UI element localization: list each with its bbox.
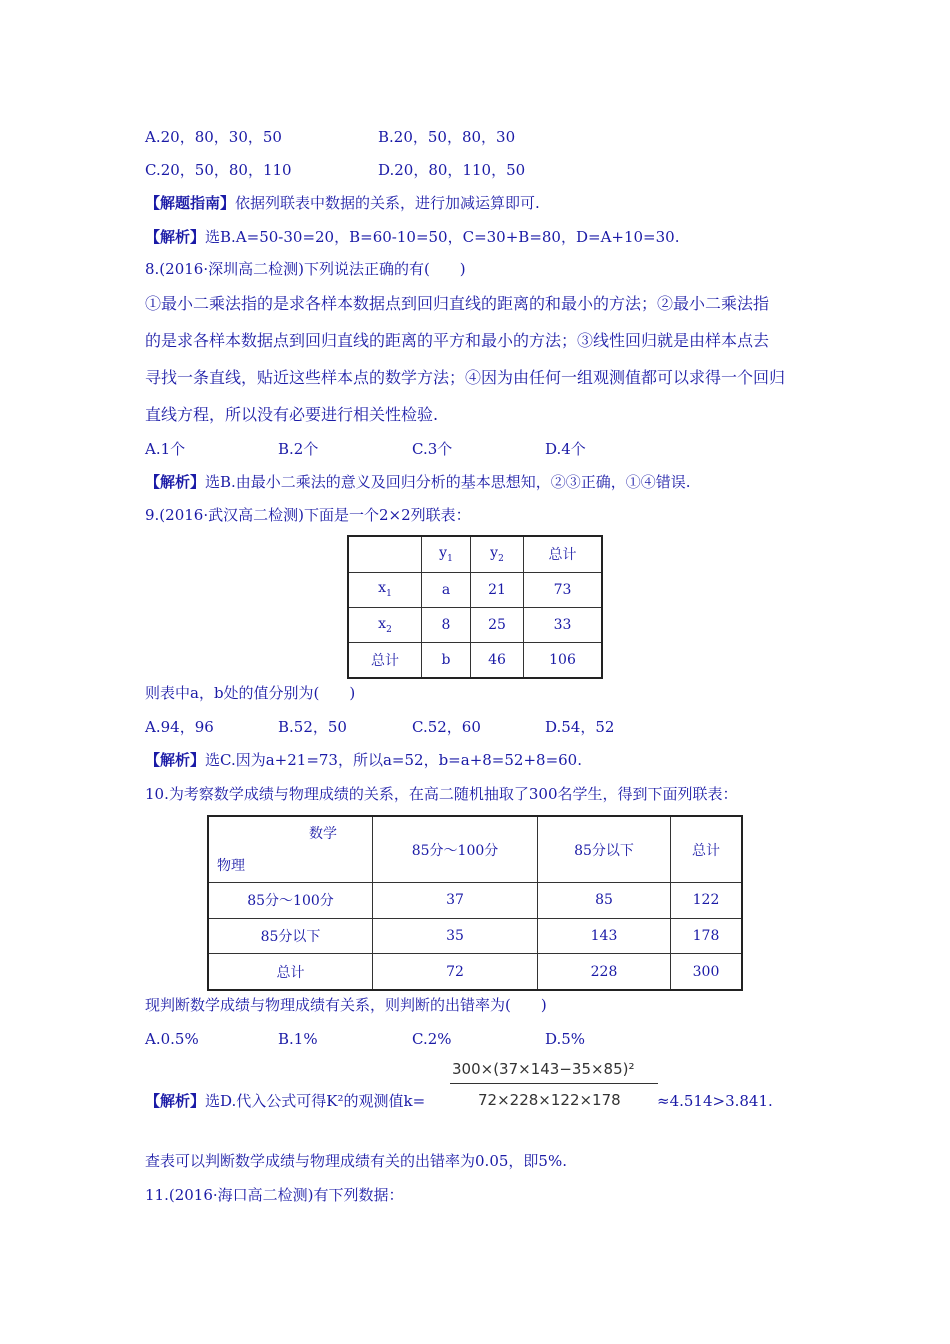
q7-option-a: A.20，80，30，50 bbox=[145, 128, 282, 146]
q8-option-c: C.3个 bbox=[412, 440, 453, 458]
contingency-table-2x2 bbox=[347, 535, 603, 679]
answer-tag: 【解析】 bbox=[145, 1092, 206, 1110]
contingency-table-scores bbox=[207, 815, 743, 991]
q9-option-d: D.54，52 bbox=[545, 718, 615, 736]
q9-option-a: A.94，96 bbox=[145, 718, 214, 736]
q8-line-4: 直线方程，所以没有必要进行相关性检验. bbox=[145, 405, 439, 424]
q8-line-1: ①最小二乘法指的是求各样本数据点到回归直线的距离的和最小的方法；②最小二乘法指 bbox=[145, 294, 770, 313]
q10-answer bbox=[145, 1091, 425, 1111]
q8-answer bbox=[145, 472, 691, 492]
table-cell: 21 bbox=[471, 572, 524, 607]
answer-tag: 【解析】 bbox=[145, 751, 206, 769]
corner-bottom-label: 物理 bbox=[217, 858, 245, 874]
row-label-x1: $x_1$ bbox=[348, 572, 422, 607]
q8-line-3: 寻找一条直线，贴近这些样本点的数学方法；④因为由任何一组观测值都可以求得一个回归 bbox=[145, 368, 786, 387]
q8-line-2: 的是求各样本数据点到回归直线的距离的平方和最小的方法；③线性回归就是由样本点去 bbox=[145, 331, 770, 350]
q9-option-c: C.52，60 bbox=[412, 718, 481, 736]
q7-answer bbox=[145, 227, 679, 247]
header-total: 总计 bbox=[524, 536, 603, 572]
q10-stem: 10.为考察数学成绩与物理成绩的关系，在高二随机抽取了300名学生，得到下面列联表： bbox=[145, 785, 738, 803]
table-cell: 37 bbox=[373, 883, 538, 918]
answer-text: 选B.A=50-30=20，B=60-10=50，C=30+B=80，D=A+10=30. bbox=[205, 228, 680, 246]
table-cell: 228 bbox=[538, 954, 671, 990]
row-label-total: 总计 bbox=[348, 643, 422, 678]
table-corner bbox=[348, 536, 422, 572]
table-cell: 106 bbox=[524, 643, 603, 678]
q9-option-b: B.52，50 bbox=[278, 718, 347, 736]
table-cell: 8 bbox=[422, 607, 471, 642]
q7-option-c: C.20，50，80，110 bbox=[145, 161, 292, 179]
table-cell: 85 bbox=[538, 883, 671, 918]
table-cell: 25 bbox=[471, 607, 524, 642]
fraction-bar bbox=[450, 1083, 658, 1084]
q10-option-a: A.0.5% bbox=[145, 1030, 199, 1048]
header-total: 总计 bbox=[671, 816, 743, 883]
answer-text: 选C.因为a+21=73，所以a=52，b=a+8=52+8=60. bbox=[205, 751, 582, 769]
q10-answer-tail: ≈4.514>3.841. bbox=[657, 1092, 773, 1110]
q10-question: 现判断数学成绩与物理成绩有关系，则判断的出错率为( ) bbox=[145, 996, 547, 1014]
guide-text: 依据列联表中数据的关系，进行加减运算即可. bbox=[235, 194, 540, 212]
answer-text: 选D.代入公式可得K²的观测值k= bbox=[205, 1092, 426, 1110]
q11-stem: 11.(2016·海口高二检测)有下列数据： bbox=[145, 1186, 404, 1204]
answer-tag: 【解析】 bbox=[145, 473, 206, 491]
row-label: 总计 bbox=[208, 954, 373, 990]
formula-denominator: 72×228×122×178 bbox=[478, 1091, 621, 1109]
header-y2: $y_2$ bbox=[471, 536, 524, 572]
q8-option-a: A.1个 bbox=[145, 440, 186, 458]
table-cell: 33 bbox=[524, 607, 603, 642]
table-cell: 122 bbox=[671, 883, 743, 918]
q10-option-d: D.5% bbox=[545, 1030, 586, 1048]
answer-tag: 【解析】 bbox=[145, 228, 206, 246]
q9-question: 则表中a，b处的值分别为( ) bbox=[145, 684, 356, 702]
header-low: 85分以下 bbox=[538, 816, 671, 883]
table-cell: b bbox=[422, 643, 471, 678]
table-cell: 72 bbox=[373, 954, 538, 990]
table-corner bbox=[208, 816, 373, 883]
table-cell: 300 bbox=[671, 954, 743, 990]
q10-conclusion: 查表可以判断数学成绩与物理成绩有关的出错率为0.05，即5%. bbox=[145, 1152, 567, 1170]
answer-text: 选B.由最小二乘法的意义及回归分析的基本思想知，②③正确，①④错误. bbox=[205, 473, 691, 491]
q10-option-b: B.1% bbox=[278, 1030, 318, 1048]
table-cell: 35 bbox=[373, 918, 538, 953]
guide-tag: 【解题指南】 bbox=[145, 194, 236, 212]
header-high: 85分～100分 bbox=[373, 816, 538, 883]
table-cell: 46 bbox=[471, 643, 524, 678]
table-cell: 143 bbox=[538, 918, 671, 953]
q8-option-b: B.2个 bbox=[278, 440, 319, 458]
formula-numerator: 300×(37×143−35×85)² bbox=[452, 1060, 635, 1078]
q9-stem: 9.(2016·武汉高二检测)下面是一个2×2列联表： bbox=[145, 506, 471, 524]
row-label-x2: $x_2$ bbox=[348, 607, 422, 642]
q9-answer bbox=[145, 750, 582, 770]
row-label: 85分～100分 bbox=[208, 883, 373, 918]
q10-option-c: C.2% bbox=[412, 1030, 452, 1048]
q8-option-d: D.4个 bbox=[545, 440, 586, 458]
header-y1: $y_1$ bbox=[422, 536, 471, 572]
q7-guide bbox=[145, 193, 540, 213]
q7-option-d: D.20，80，110，50 bbox=[378, 161, 526, 179]
table-cell: 178 bbox=[671, 918, 743, 953]
q7-option-b: B.20，50，80，30 bbox=[378, 128, 516, 146]
row-label: 85分以下 bbox=[208, 918, 373, 953]
corner-top-label: 数学 bbox=[309, 826, 337, 842]
q8-stem: 8.(2016·深圳高二检测)下列说法正确的有( ) bbox=[145, 260, 466, 278]
table-cell: a bbox=[422, 572, 471, 607]
table-cell: 73 bbox=[524, 572, 603, 607]
